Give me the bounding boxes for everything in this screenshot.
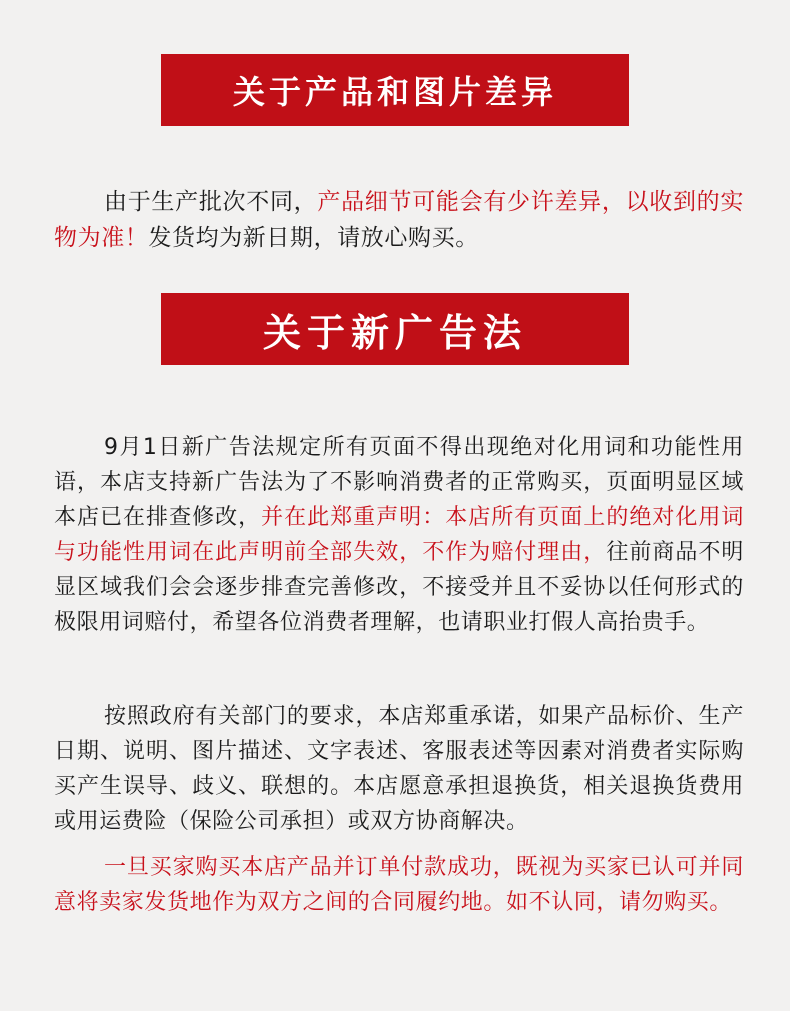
section-title-text: 关于产品和图片差异	[232, 73, 557, 111]
paragraph-text: 9月1日新广告法规定所有页面不得出现绝对化用词和功能性用语，本店支持新广告法为了不影响消费者的正常购买，页面明显区域本店已在排查修改，	[54, 435, 744, 530]
section-title-new-advertising-law	[161, 293, 629, 365]
paragraph-text: 发货均为新日期，请放心购买。	[148, 225, 479, 251]
highlighted-text: 一旦买家购买本店产品并订单付款成功，既视为买家已认可并同意将卖家发货地作为双方之间的合同履约地。如不认同，请勿购买。	[54, 855, 744, 915]
paragraph-text: 按照政府有关部门的要求，本店郑重承诺，如果产品标价、生产日期、说明、图片描述、文字表述、客服表述等因素对消费者实际购买产生误导、歧义、联想的。本店愿意承担退换货，相关退换货费用或用运费险（保险公司承担）或双方协商解决。	[54, 704, 744, 834]
paragraph-product-difference	[54, 184, 744, 256]
paragraph-text: 由于生产批次不同，	[104, 189, 318, 215]
paragraph-advertising-law	[54, 430, 744, 640]
highlighted-text: 并在此郑重声明：本店所有页面上的绝对化用词与功能性用词在此声明前全部失效，不作为赔付理由，	[54, 505, 744, 565]
section-title-product-image-difference	[161, 54, 629, 126]
section-title-text: 关于新广告法	[262, 309, 527, 355]
highlighted-text: 产品细节可能会有少许差异，以收到的实物为准！	[54, 189, 744, 251]
paragraph-text: 往前商品不明显区域我们会会逐步排查完善修改，不接受并且不妥协以任何形式的极限用词赔付，希望各位消费者理解，也请职业打假人高抬贵手。	[54, 540, 744, 635]
paragraph-store-commitment	[54, 699, 744, 839]
paragraph-contract-place	[54, 850, 744, 920]
